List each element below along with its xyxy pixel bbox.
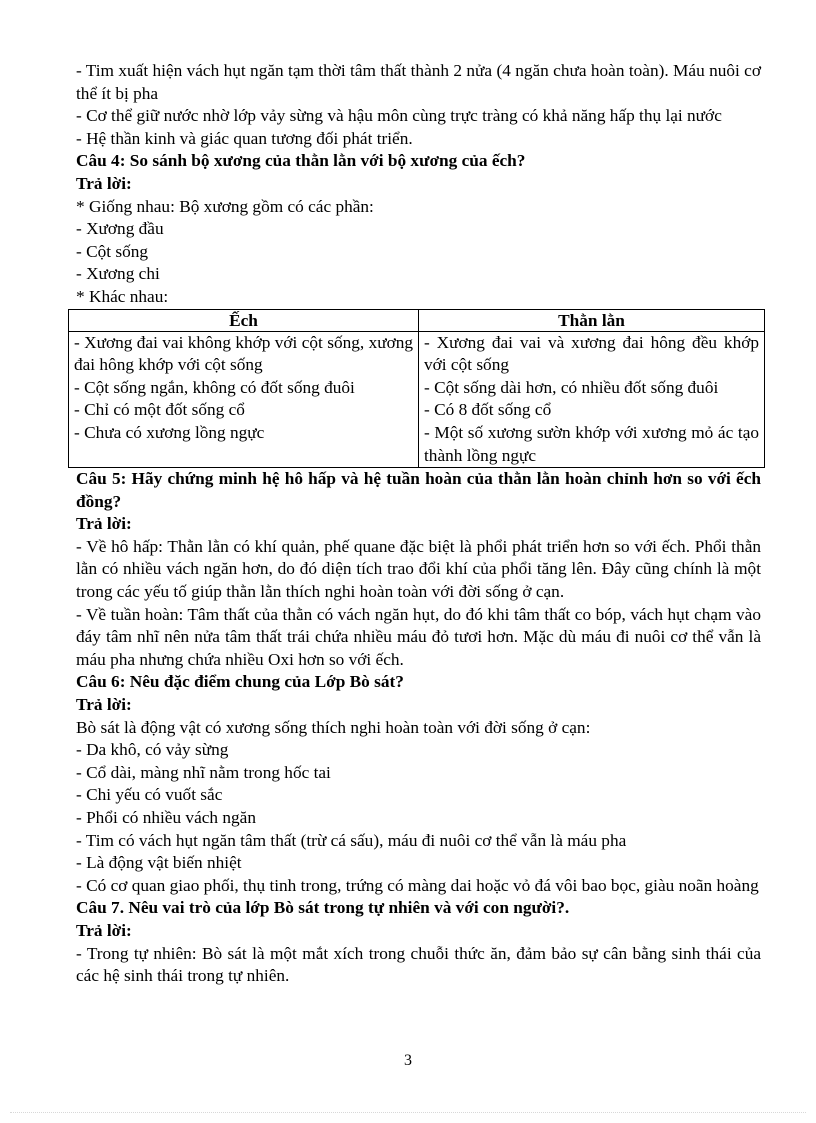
list-item: - Xương đầu xyxy=(76,219,164,239)
table-item: - Cột sống ngắn, không có đốt sống đuôi xyxy=(74,377,355,397)
comparison-table xyxy=(68,309,765,469)
paragraph: - Về hô hấp: Thằn lằn có khí quản, phế quane đặc biệt là phổi phát triển hơn so với ếch. Phổi thằn lằn có nhiều vách ngăn hơn, do đó diện tích trao đổi khí của phổi tăng lên. Đây cũng chính là một trong các yếu tố giúp thằn lằn thích nghi hoàn toàn với đời sống ở cạn. xyxy=(76,536,761,602)
list-item: - Phổi có nhiều vách ngăn xyxy=(76,808,256,827)
document-body xyxy=(76,60,761,988)
table-item: - Chưa có xương lồng ngực xyxy=(74,422,265,442)
table-item: - Xương đai vai và xương đai hông đều khớp với cột sống xyxy=(424,332,759,375)
list-item: - Chi yếu có vuốt sắc xyxy=(76,785,223,805)
answer-label: Trả lời: xyxy=(76,173,132,193)
paragraph: Bò sát là động vật có xương sống thích nghi hoàn toàn với đời sống ở cạn: xyxy=(76,717,591,737)
list-item: - Có cơ quan giao phối, thụ tinh trong, trứng có màng dai hoặc vỏ đá vôi bao bọc, giàu noãn hoàng xyxy=(76,875,759,895)
paragraph: - Về tuần hoàn: Tâm thất của thằn có vách ngăn hụt, do đó khi tâm thất co bóp, vách hụt chạm vào đáy tâm nhĩ nên nửa tâm thất trái chứa nhiều máu đỏ tươi hơn. Mặc dù máu đi nuôi cơ thể vẫn là máu pha nhưng chứa nhiều Oxi hơn so với ếch. xyxy=(76,604,761,669)
table-header-lizard: Thằn lằn xyxy=(419,309,765,331)
paragraph: - Cơ thể giữ nước nhờ lớp vảy sừng và hậu môn cùng trực tràng có khả năng hấp thụ lại nước xyxy=(76,106,722,126)
question-5-title: Câu 5: Hãy chứng minh hệ hô hấp và hệ tuần hoàn của thằn lằn hoàn chỉnh hơn so với ếch đồng? xyxy=(76,469,761,511)
list-item: - Xương chi xyxy=(76,264,160,284)
similarity-heading: * Giống nhau: Bộ xương gồm có các phần: xyxy=(76,196,374,216)
table-cell-frog xyxy=(69,331,419,468)
table-item: - Một số xương sườn khớp với xương mỏ ác tạo thành lồng ngực xyxy=(424,422,759,465)
answer-label: Trả lời: xyxy=(76,920,132,940)
table-item: - Chỉ có một đốt sống cổ xyxy=(74,400,245,420)
table-cell-lizard xyxy=(419,331,765,468)
list-item: - Tim có vách hụt ngăn tâm thất (trừ cá sấu), máu đi nuôi cơ thể vẫn là máu pha xyxy=(76,830,627,850)
answer-label: Trả lời: xyxy=(76,695,132,715)
question-6-title: Câu 6: Nêu đặc điểm chung của Lớp Bò sát? xyxy=(76,672,404,692)
page-bottom-edge xyxy=(10,1112,806,1113)
question-4-title: Câu 4: So sánh bộ xương của thằn lằn với bộ xương của ếch? xyxy=(76,151,526,171)
paragraph: - Hệ thần kinh và giác quan tương đối phát triển. xyxy=(76,128,413,148)
answer-label: Trả lời: xyxy=(76,514,132,534)
paragraph: - Trong tự nhiên: Bò sát là một mắt xích trong chuỗi thức ăn, đảm bảo sự cân bằng sinh thái của các hệ sinh thái trong tự nhiên. xyxy=(76,943,761,986)
question-7-title: Câu 7. Nêu vai trò của lớp Bò sát trong tự nhiên và với con người?. xyxy=(76,898,570,918)
table-item: - Xương đai vai không khớp với cột sống, xương đai hông khớp với cột sống xyxy=(74,332,413,375)
list-item: - Cổ dài, màng nhĩ nằm trong hốc tai xyxy=(76,762,331,782)
list-item: - Cột sống xyxy=(76,241,149,261)
difference-heading: * Khác nhau: xyxy=(76,286,169,306)
table-item: - Có 8 đốt sống cổ xyxy=(424,400,552,420)
list-item: - Là động vật biến nhiệt xyxy=(76,853,242,873)
table-item: - Cột sống dài hơn, có nhiều đốt sống đuôi xyxy=(424,377,719,397)
paragraph: - Tim xuất hiện vách hụt ngăn tạm thời tâm thất thành 2 nửa (4 ngăn chưa hoàn toàn). Máu nuôi cơ thể ít bị pha xyxy=(76,61,761,103)
table-header-frog: Ếch xyxy=(69,309,419,331)
page-number: 3 xyxy=(404,1052,412,1069)
list-item: - Da khô, có vảy sừng xyxy=(76,740,229,760)
